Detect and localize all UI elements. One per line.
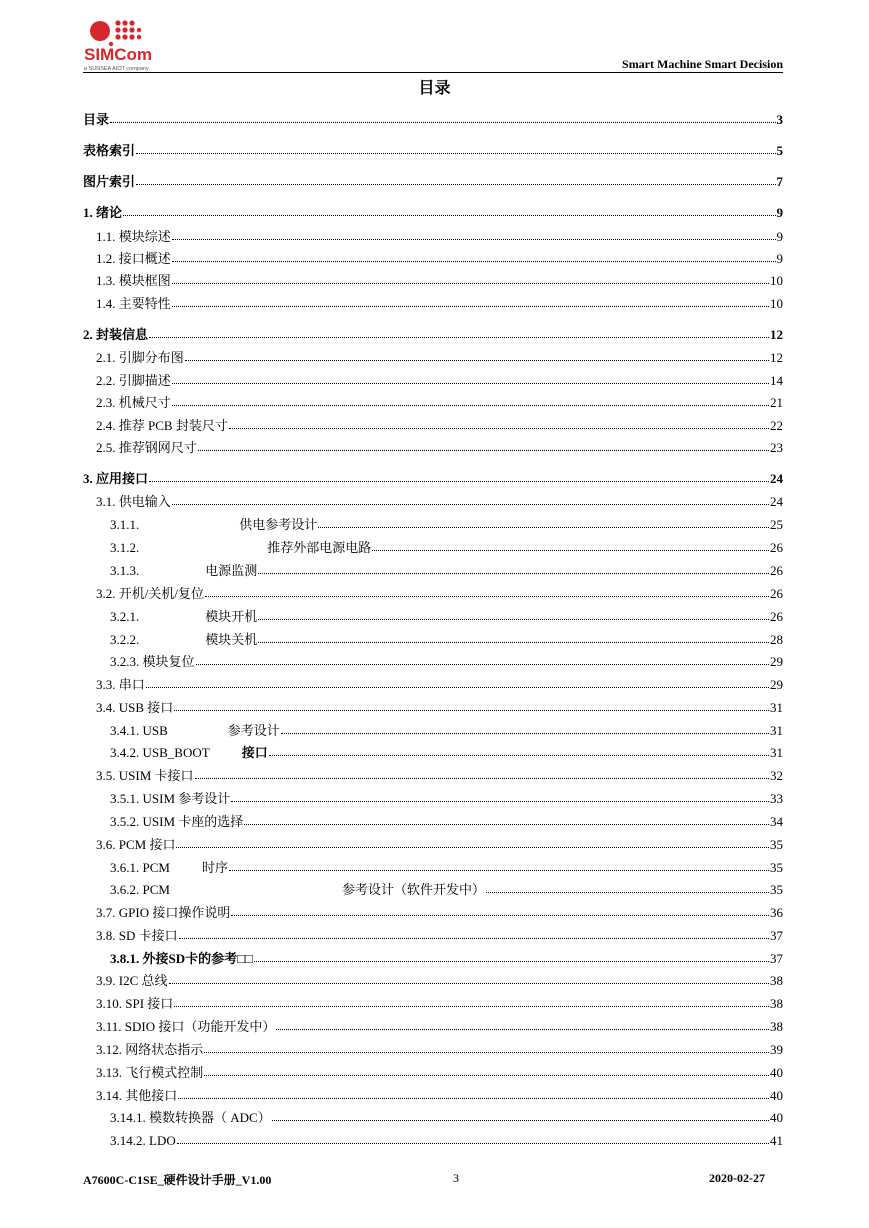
toc-dot-leader	[254, 948, 769, 962]
toc-entry-title: 供电参考设计	[239, 517, 318, 532]
toc-page-number: 9	[776, 251, 783, 266]
toc-entry[interactable]	[83, 1017, 783, 1035]
toc-dot-leader	[176, 834, 769, 848]
toc-entry[interactable]	[83, 294, 783, 312]
toc-dot-leader	[231, 788, 769, 802]
toc-entry[interactable]	[83, 141, 783, 159]
toc-entry-label: 1.3. 模块框图	[96, 273, 171, 288]
toc-entry[interactable]	[83, 1040, 783, 1058]
toc-page-number: 9	[776, 205, 783, 220]
toc-dot-leader	[198, 437, 769, 451]
toc-entry[interactable]	[83, 858, 783, 876]
toc-entry[interactable]	[83, 766, 783, 784]
toc-page-number: 37	[770, 951, 783, 966]
toc-entry-label: 2.5. 推荐钢网尺寸	[96, 440, 197, 455]
toc-dot-leader	[172, 491, 769, 505]
toc-entry-label: 3.6.2. PCM	[110, 882, 170, 897]
toc-entry-label: 3. 应用接口	[83, 471, 149, 486]
toc-entry-label: 3.2.1.	[110, 609, 140, 624]
toc-dot-leader	[172, 270, 769, 284]
toc-dot-leader	[146, 674, 769, 688]
toc-entry[interactable]	[83, 110, 783, 128]
toc-entry-label: 3.5.2. USIM 卡座的选择	[110, 814, 244, 829]
toc-entry[interactable]	[83, 371, 783, 389]
toc-page-number: 5	[776, 143, 783, 158]
toc-page-number: 32	[770, 768, 783, 783]
toc-dot-leader	[136, 171, 775, 185]
toc-entry-label: 1.1. 模块综述	[96, 229, 171, 244]
toc-dot-leader	[229, 415, 769, 429]
toc-page-number: 24	[770, 494, 783, 509]
toc-page-number: 29	[770, 677, 783, 692]
toc-page-number: 40	[770, 1065, 783, 1080]
toc-entry-title: 参考设计	[227, 723, 280, 738]
toc-entry[interactable]	[83, 438, 783, 456]
toc-entry[interactable]	[83, 271, 783, 289]
toc-page-number: 38	[770, 996, 783, 1011]
toc-entry[interactable]	[83, 416, 783, 434]
toc-entry-label: 3.6. PCM 接口	[96, 837, 176, 852]
toc-entry-label: 3.4.2. USB_BOOT	[110, 745, 210, 760]
toc-entry-label: 3.14. 其他接口	[96, 1088, 178, 1103]
toc-entry[interactable]	[83, 1131, 783, 1149]
toc-page-number: 40	[770, 1110, 783, 1125]
toc-entry[interactable]	[83, 1086, 783, 1104]
toc-entry[interactable]	[83, 492, 783, 510]
toc-entry[interactable]	[83, 561, 783, 579]
toc-entry-label: 3.14.2. LDO	[110, 1133, 176, 1148]
toc-dot-leader	[204, 1039, 769, 1053]
toc-page-number: 38	[770, 1019, 783, 1034]
toc-dot-leader	[149, 324, 769, 338]
toc-page-number: 7	[776, 174, 783, 189]
toc-entry-label: 3.9. I2C 总线	[96, 973, 168, 988]
toc-dot-leader	[178, 1085, 769, 1099]
toc-dot-leader	[136, 140, 775, 154]
toc-entry-label: 目录	[83, 112, 110, 127]
toc-entry-label: 2. 封装信息	[83, 327, 149, 342]
toc-entry[interactable]	[83, 1108, 783, 1126]
toc-title: 目录	[418, 78, 451, 97]
header-tagline: Smart Machine Smart Decision	[622, 57, 783, 71]
toc-entry-label: 3.1.1.	[110, 517, 140, 532]
footer-date: 2020-02-27	[709, 1171, 765, 1185]
toc-entry[interactable]	[83, 203, 783, 221]
toc-page-number: 9	[776, 229, 783, 244]
toc-page-number: 22	[770, 418, 783, 433]
toc-entry[interactable]	[83, 743, 783, 761]
toc-dot-leader	[258, 629, 769, 643]
toc-page-number: 10	[770, 273, 783, 288]
toc-entry-title: 接口	[241, 745, 268, 760]
simcom-logo	[83, 18, 173, 74]
logo-text: SIMCom	[84, 45, 152, 64]
toc-dot-leader	[486, 879, 769, 893]
toc-dot-leader	[318, 514, 769, 528]
toc-entry-label: 3.10. SPI 接口	[96, 996, 174, 1011]
toc-page-number: 38	[770, 973, 783, 988]
toc-entry[interactable]	[83, 1063, 783, 1081]
toc-entry[interactable]	[83, 607, 783, 625]
toc-entry-label: 1.2. 接口概述	[96, 251, 171, 266]
toc-entry[interactable]	[83, 721, 783, 739]
footer-doc-name: A7600C-C1SE_硬件设计手册_V1.00	[83, 1173, 272, 1187]
toc-dot-leader	[110, 109, 775, 123]
toc-page-number: 35	[770, 837, 783, 852]
toc-entry-label: 3.8. SD 卡接口	[96, 928, 178, 943]
toc-entry[interactable]	[83, 325, 783, 343]
footer-page-number: 3	[453, 1171, 459, 1185]
toc-dot-leader	[172, 392, 769, 406]
toc-page-number: 31	[770, 700, 783, 715]
toc-page-number: 26	[770, 563, 783, 578]
toc-dot-leader	[258, 560, 769, 574]
toc-entry-label: 图片索引	[83, 174, 136, 189]
toc-dot-leader	[205, 583, 769, 597]
toc-entry-label: 3.5.1. USIM 参考设计	[110, 791, 231, 806]
toc-entry-label: 3.1.3.	[110, 563, 140, 578]
toc-entry-label: 3.4. USB 接口	[96, 700, 174, 715]
toc-entry-label: 3.11. SDIO 接口（功能开发中）	[96, 1019, 276, 1034]
toc-entry-title: 电源监测	[205, 563, 258, 578]
toc-page-number: 14	[770, 373, 783, 388]
toc-entry[interactable]	[83, 469, 783, 487]
toc-entry-label: 2.2. 引脚描述	[96, 373, 171, 388]
toc-dot-leader	[172, 370, 769, 384]
toc-dot-leader	[229, 857, 769, 871]
toc-page-number: 23	[770, 440, 783, 455]
toc-dot-leader	[177, 1130, 769, 1144]
toc-entry-title: 模块开机	[205, 609, 258, 624]
toc-entry-label: 3.1.2.	[110, 540, 140, 555]
toc-entry[interactable]	[83, 249, 783, 267]
toc-entry-title: 时序	[201, 860, 228, 875]
toc-dot-leader	[195, 765, 769, 779]
toc-entry[interactable]	[83, 652, 783, 670]
toc-entry-label: 3.4.1. USB	[110, 723, 168, 738]
toc-dot-leader	[204, 1062, 769, 1076]
toc-page-number: 37	[770, 928, 783, 943]
toc-dot-leader	[172, 293, 769, 307]
toc-entry-label: 2.1. 引脚分布图	[96, 350, 184, 365]
toc-page-number: 34	[770, 814, 783, 829]
toc-page-number: 21	[770, 395, 783, 410]
toc-page-number: 39	[770, 1042, 783, 1057]
toc-entry[interactable]	[83, 698, 783, 716]
toc-entry-label: 3.1. 供电输入	[96, 494, 171, 509]
toc-dot-leader	[272, 1107, 769, 1121]
logo-subtext: a SUNSEA AIOT company	[84, 66, 149, 72]
toc-entry[interactable]	[83, 880, 783, 898]
toc-entry[interactable]	[83, 994, 783, 1012]
toc-entry[interactable]	[83, 789, 783, 807]
toc-page-number: 25	[770, 517, 783, 532]
toc-entry-title: 推荐外部电源电路	[267, 540, 372, 555]
toc-dot-leader	[179, 925, 769, 939]
toc-page-number: 26	[770, 586, 783, 601]
toc-entry[interactable]	[83, 971, 783, 989]
toc-dot-leader	[269, 742, 769, 756]
toc-dot-leader	[174, 993, 769, 1007]
header-divider	[83, 72, 783, 73]
toc-page-number: 3	[776, 112, 783, 127]
toc-entry-title: 模块关机	[205, 632, 258, 647]
toc-dot-leader	[174, 697, 769, 711]
toc-entry-label: 1.4. 主要特性	[96, 296, 171, 311]
toc-dot-leader	[172, 226, 776, 240]
toc-entry-label: 3.14.1. 模数转换器（ ADC）	[110, 1110, 271, 1125]
toc-page-number: 31	[770, 745, 783, 760]
toc-page-number: 41	[770, 1133, 783, 1148]
toc-entry[interactable]	[83, 515, 783, 533]
toc-dot-leader	[123, 202, 775, 216]
toc-entry-label: 表格索引	[83, 143, 136, 158]
toc-dot-leader	[244, 811, 769, 825]
toc-entry-label: 3.8.1. 外接SD卡的参考□□	[110, 951, 253, 966]
toc-dot-leader	[172, 248, 776, 262]
toc-page-number: 29	[770, 654, 783, 669]
toc-page-number: 31	[770, 723, 783, 738]
toc-entry[interactable]	[83, 926, 783, 944]
toc-entry-label: 3.5. USIM 卡接口	[96, 768, 194, 783]
page-header	[83, 18, 783, 76]
toc-page-number: 12	[770, 327, 783, 342]
toc-page-number: 26	[770, 540, 783, 555]
toc-page-number: 35	[770, 882, 783, 897]
toc-entry-title: 参考设计（软件开发中）	[341, 882, 485, 897]
toc-entry[interactable]	[83, 812, 783, 830]
toc-page-number: 24	[770, 471, 783, 486]
toc-dot-leader	[231, 902, 769, 916]
toc-entry-label: 1. 绪论	[83, 205, 123, 220]
toc-entry[interactable]	[83, 630, 783, 648]
toc-dot-leader	[149, 468, 769, 482]
toc-page-number: 33	[770, 791, 783, 806]
toc-entry-label: 3.6.1. PCM	[110, 860, 170, 875]
toc-entry[interactable]	[83, 227, 783, 245]
toc-dot-leader	[276, 1016, 769, 1030]
toc-entry[interactable]	[83, 584, 783, 602]
toc-dot-leader	[258, 606, 769, 620]
toc-dot-leader	[196, 651, 769, 665]
toc-page-number: 12	[770, 350, 783, 365]
toc-entry[interactable]	[83, 835, 783, 853]
toc-dot-leader	[185, 347, 769, 361]
toc-page-number: 10	[770, 296, 783, 311]
toc-entry[interactable]	[83, 903, 783, 921]
toc-entry[interactable]	[83, 538, 783, 556]
toc-entry[interactable]	[83, 675, 783, 693]
toc-page-number: 35	[770, 860, 783, 875]
toc-page-number: 40	[770, 1088, 783, 1103]
toc-entry-label: 3.2. 开机/关机/复位	[96, 586, 204, 601]
toc-entry-label: 3.2.3. 模块复位	[110, 654, 195, 669]
toc-entry-label: 3.13. 飞行模式控制	[96, 1065, 204, 1080]
toc-entry-label: 2.3. 机械尺寸	[96, 395, 171, 410]
toc-entry[interactable]	[83, 393, 783, 411]
toc-page-number: 36	[770, 905, 783, 920]
toc-entry-label: 3.7. GPIO 接口操作说明	[96, 905, 231, 920]
toc-page-number: 28	[770, 632, 783, 647]
toc-entry-label: 3.12. 网络状态指示	[96, 1042, 204, 1057]
toc-entry[interactable]	[83, 348, 783, 366]
toc-dot-leader	[372, 537, 769, 551]
toc-dot-leader	[169, 970, 769, 984]
toc-page-number: 26	[770, 609, 783, 624]
toc-entry[interactable]	[83, 172, 783, 190]
toc-dot-leader	[281, 720, 769, 734]
toc-entry[interactable]	[83, 949, 783, 967]
toc-entry-label: 3.2.2.	[110, 632, 140, 647]
toc-entry-label: 3.3. 串口	[96, 677, 145, 692]
toc-entry-label: 2.4. 推荐 PCB 封装尺寸	[96, 418, 228, 433]
